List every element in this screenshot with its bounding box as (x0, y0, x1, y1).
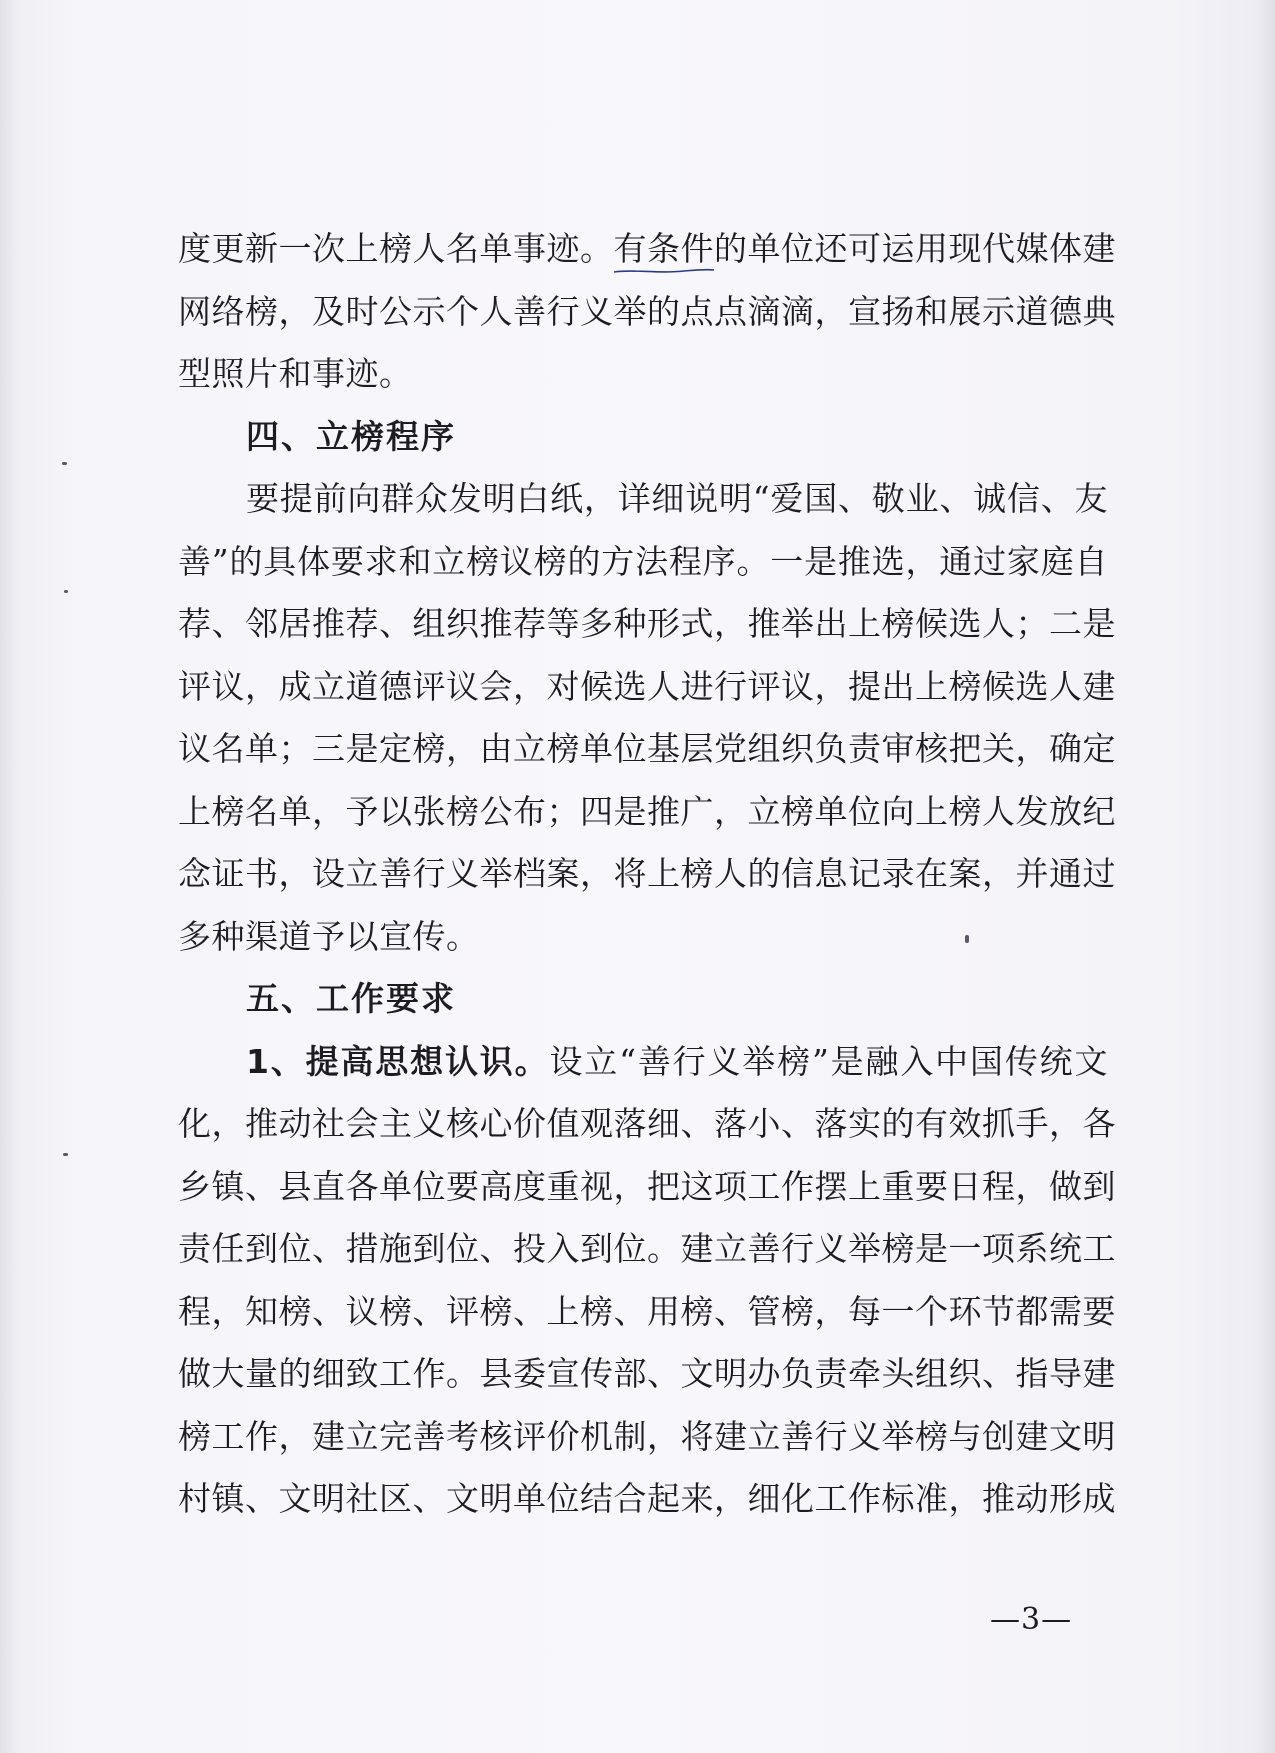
body-line: 乡镇、县直各单位要高度重视，把这项工作摆上重要日程，做到 (178, 1166, 1116, 1206)
body-line: 网络榜，及时公示个人善行义举的点点滴滴，宣扬和展示道德典 (178, 291, 1116, 331)
section-heading-four: 四、立榜程序 (246, 416, 456, 456)
body-line: 上榜名单，予以张榜公布；四是推广，立榜单位向上榜人发放纪 (178, 791, 1116, 831)
body-line: 议名单；三是定榜，由立榜单位基层党组织负责审核把关，确定 (178, 729, 1116, 768)
body-line: 村镇、文明社区、文明单位结合起来，细化工作标准，推动形成 (178, 1479, 1116, 1518)
body-line: 多种渠道予以宣传。 (178, 916, 480, 956)
scan-shadow-right (1257, 0, 1275, 1753)
body-line: 责任到位、措施到位、投入到位。建立善行义举榜是一项系统工 (178, 1229, 1116, 1268)
body-line (178, 218, 1116, 281)
item-one-title: 1、提高思想认识。 (246, 1041, 550, 1081)
body-line: 评议，成立道德评议会，对候选人进行评议，提出上榜候选人建 (178, 666, 1116, 706)
scan-shadow-left (0, 0, 18, 1753)
section-heading-five: 五、工作要求 (246, 979, 456, 1018)
scan-speck (63, 1153, 68, 1156)
handwritten-underline-phrase: 有条件的单位还可运用现代媒体建 (614, 229, 1117, 268)
body-line: 念证书，设立善行义举档案，将上榜人的信息记录在案，并通过 (178, 854, 1116, 893)
body-text: 度更新一次上榜人名单事迹。 (178, 229, 614, 268)
body-line: 善”的具体要求和立榜议榜的方法程序。一是推选，通过家庭自 (178, 541, 1108, 581)
body-line: 程，知榜、议榜、评榜、上榜、用榜、管榜，每一个环节都需要 (178, 1291, 1116, 1331)
body-line: 要提前向群众发明白纸，详细说明“爱国、敬业、诚信、友 (246, 479, 1108, 518)
pen-underline-mark (614, 266, 714, 276)
body-line: 化，推动社会主义核心价值观落细、落小、落实的有效抓手，各 (178, 1104, 1116, 1143)
document-body (178, 218, 1116, 1531)
body-line: 1、提高思想认识。设立“善行义举榜”是融入中国传统文 (246, 1041, 1108, 1081)
body-line: 型照片和事迹。 (178, 354, 413, 393)
body-line: 荐、邻居推荐、组织推荐等多种形式，推举出上榜候选人；二是 (178, 604, 1116, 643)
scan-speck (62, 462, 67, 465)
body-line: 榜工作，建立完善考核评价机制，将建立善行义举榜与创建文明 (178, 1416, 1116, 1456)
scan-speck (64, 590, 68, 593)
body-line: 做大量的细致工作。县委宣传部、文明办负责牵头组织、指导建 (178, 1354, 1116, 1393)
page-number: —3— (990, 1602, 1073, 1637)
